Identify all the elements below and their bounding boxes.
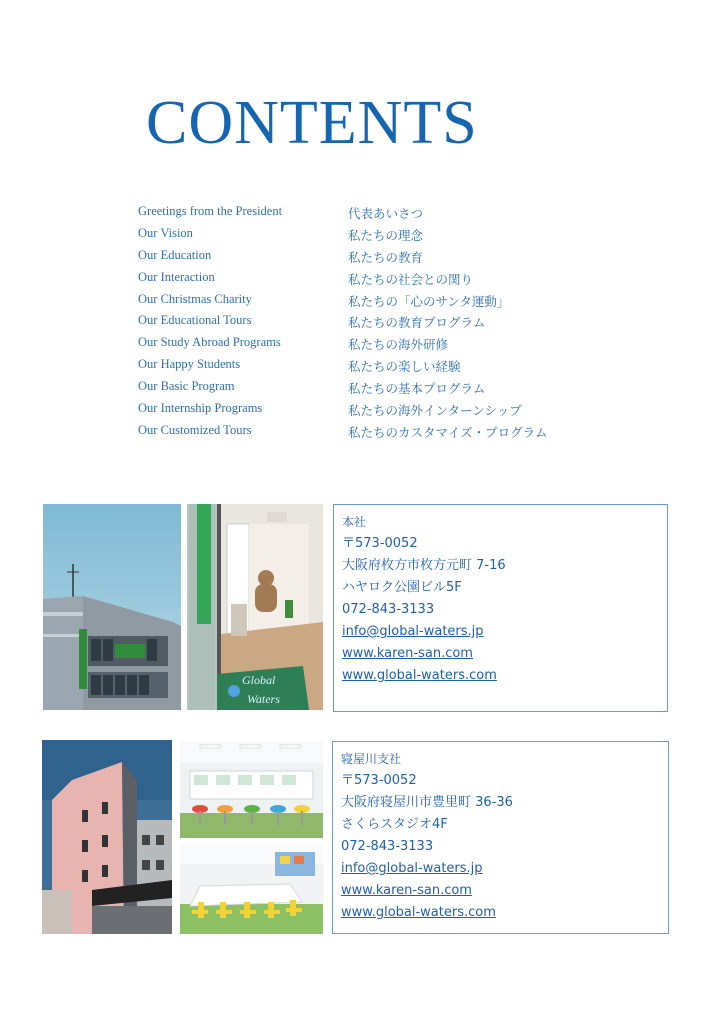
office-label: 寝屋川支社	[341, 752, 402, 766]
toc-item-en: Our Customized Tours	[138, 422, 252, 437]
head-office-building-photo	[43, 504, 181, 710]
toc-item-en: Our Interaction	[138, 269, 215, 284]
postal-code: 〒573-0052	[341, 773, 417, 788]
office-label: 本社	[342, 515, 367, 529]
toc-item-jp: 私たちの基本プログラム	[348, 381, 486, 397]
website-link-global-waters[interactable]: www.global-waters.com	[341, 905, 496, 920]
branch-office-building-photo	[42, 740, 172, 934]
branch-classroom-photo-top	[180, 741, 323, 838]
toc-item-jp: 私たちの教育プログラム	[348, 315, 486, 331]
toc-item-en: Our Education	[138, 247, 212, 262]
phone-number: 072-843-3133	[341, 839, 434, 854]
website-link-karen-san[interactable]: www.karen-san.com	[342, 646, 473, 661]
toc-item[interactable]	[138, 248, 598, 270]
address: 大阪府枚方市枚方元町 7-16	[342, 558, 506, 573]
toc-item[interactable]	[138, 379, 598, 401]
toc-item-jp: 代表あいさつ	[348, 206, 424, 221]
toc-item-en: Our Happy Students	[138, 357, 241, 372]
toc-item-en: Our Internship Programs	[138, 401, 263, 416]
postal-code: 〒573-0052	[342, 536, 418, 551]
head-office-info-box	[333, 504, 668, 712]
website-link-global-waters[interactable]: www.global-waters.com	[342, 668, 497, 683]
toc-item[interactable]	[138, 313, 598, 335]
toc-item-jp: 私たちの海外インターンシップ	[348, 403, 522, 419]
toc-item[interactable]	[138, 423, 598, 445]
toc-item[interactable]	[138, 292, 598, 314]
toc-item-jp: 私たちのカスタマイズ・プログラム	[348, 424, 548, 440]
toc-item[interactable]	[138, 335, 598, 357]
branch-classroom-photo-bottom	[180, 844, 323, 934]
email-link[interactable]: info@global-waters.jp	[342, 624, 484, 639]
toc-item[interactable]	[138, 357, 598, 379]
toc-item[interactable]	[138, 270, 598, 292]
toc-item[interactable]	[138, 401, 598, 423]
building-name: さくらスタジオ4F	[341, 817, 448, 832]
address: 大阪府寝屋川市豊里町 36-36	[341, 795, 513, 810]
toc-item-en: Our Basic Program	[138, 379, 235, 394]
toc-item[interactable]	[138, 226, 598, 248]
toc-item-jp: 私たちの海外研修	[348, 337, 449, 353]
entrance-mat-text-top: Global	[242, 673, 276, 687]
phone-number: 072-843-3133	[342, 602, 435, 617]
entrance-mat-text-bottom: Waters	[247, 692, 280, 706]
toc-item-jp: 私たちの社会との関り	[348, 271, 474, 287]
toc-item[interactable]	[138, 204, 598, 226]
toc-item-jp: 私たちの楽しい経験	[348, 359, 461, 375]
toc-item-en: Our Study Abroad Programs	[138, 335, 281, 350]
toc-item-jp: 私たちの教育	[348, 249, 424, 265]
table-of-contents	[138, 204, 598, 445]
branch-office-info-box	[332, 741, 669, 934]
toc-item-jp: 私たちの理念	[348, 227, 424, 243]
toc-item-jp: 私たちの「心のサンタ運動」	[348, 293, 510, 309]
website-link-karen-san[interactable]: www.karen-san.com	[341, 883, 472, 898]
toc-item-en: Our Educational Tours	[138, 313, 252, 328]
email-link[interactable]: info@global-waters.jp	[341, 861, 483, 876]
toc-item-en: Our Vision	[138, 225, 193, 240]
head-office-entrance-photo	[187, 504, 323, 710]
toc-item-en: Greetings from the President	[138, 204, 283, 218]
page-title: CONTENTS	[146, 89, 478, 157]
toc-item-en: Our Christmas Charity	[138, 291, 252, 306]
building-name: ハヤロク公園ビル5F	[342, 580, 462, 595]
